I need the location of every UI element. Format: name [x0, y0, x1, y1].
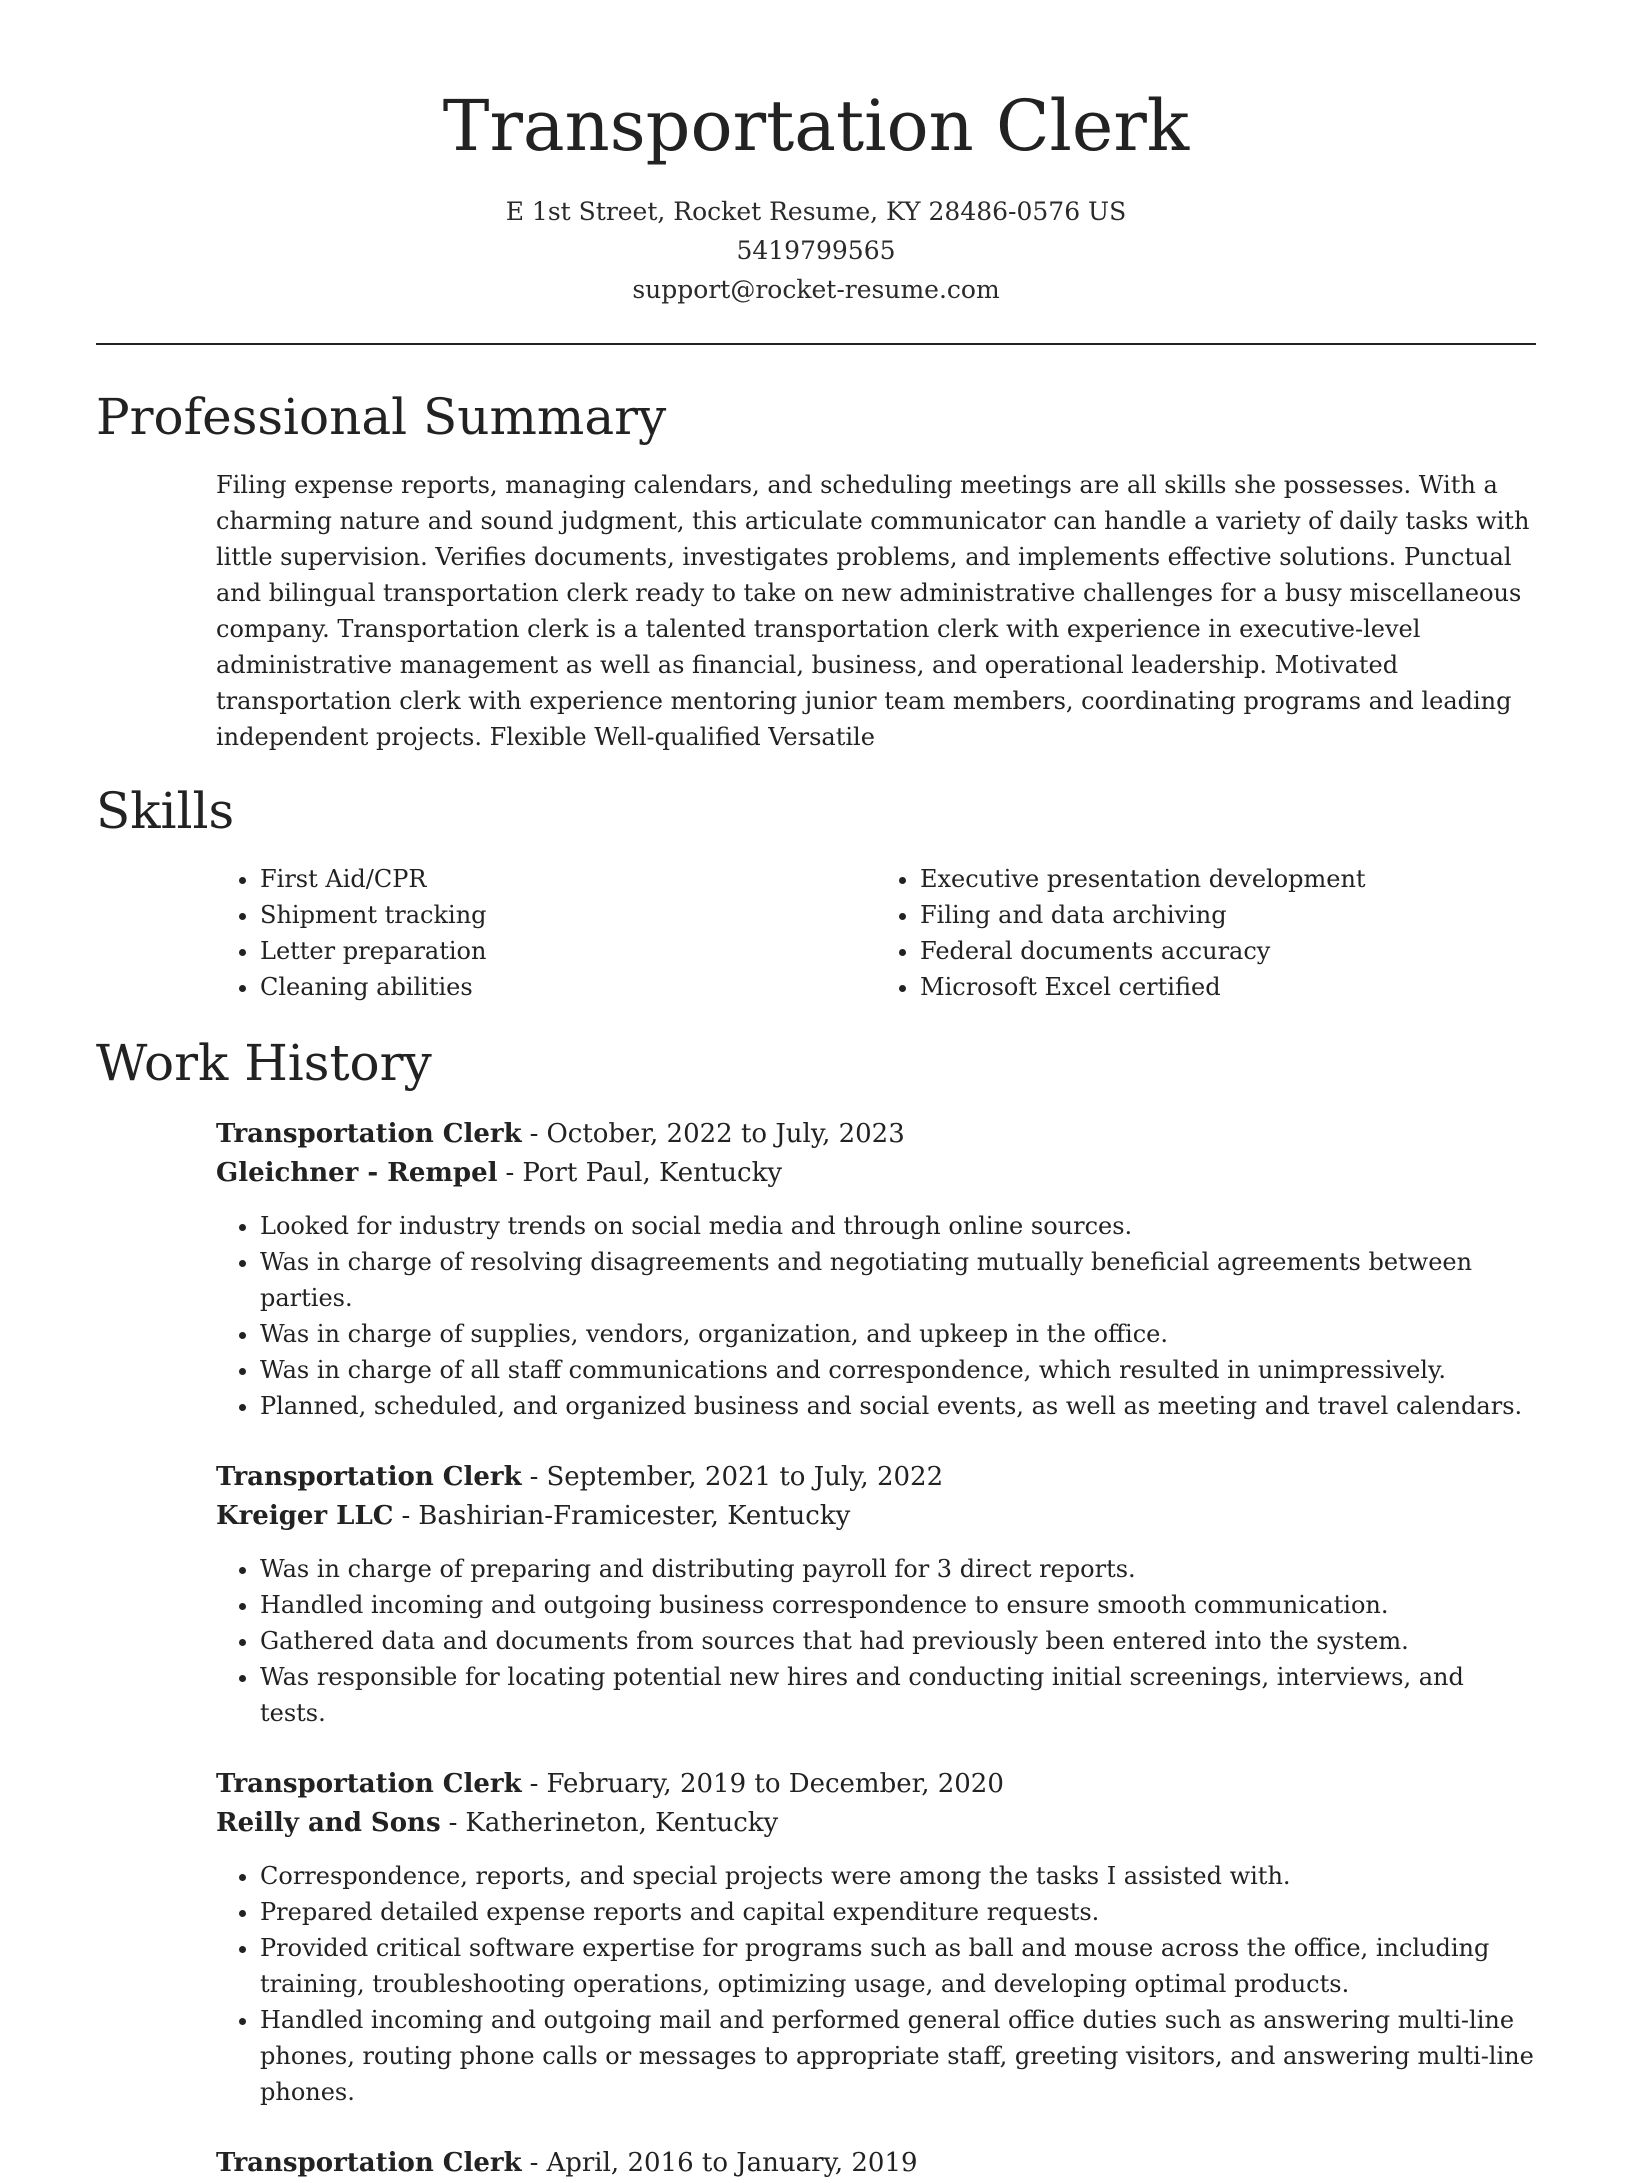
contact-email: support@rocket-resume.com — [632, 275, 1000, 304]
job-role: Transportation Clerk — [216, 1119, 522, 1149]
job-company-line: Reilly and Sons - Katherineton, Kentucky — [216, 1808, 779, 1838]
skills-column-right — [876, 861, 1536, 1005]
job-bullet: • Was in charge of resolving disagreements and negotiating mutually beneficial agreements between parties. — [260, 1244, 1536, 1316]
job-role-line: Transportation Clerk - February, 2019 to December, 2020 — [216, 1769, 1004, 1799]
skill-item: • Shipment tracking — [260, 897, 876, 933]
skill-item: • Filing and data archiving — [920, 897, 1536, 933]
job-company: Kreiger LLC — [216, 1501, 394, 1531]
job-bullet: • Prepared detailed expense reports and capital expenditure requests. — [260, 1894, 1536, 1930]
skill-item: • Cleaning abilities — [260, 969, 876, 1005]
job-company-line: Kreiger LLC - Bashirian-Framicester, Kentucky — [216, 1501, 851, 1531]
skill-item: • Executive presentation development — [920, 861, 1536, 897]
job-dates: September, 2021 to July, 2022 — [546, 1462, 944, 1492]
job-bullets — [216, 1858, 1536, 2110]
job-entry — [216, 1458, 1536, 1731]
job-role: Transportation Clerk — [216, 1462, 522, 1492]
job-bullets — [216, 1208, 1536, 1424]
header-divider — [96, 343, 1536, 345]
skills-column-left — [216, 861, 876, 1005]
work-history-heading: Work History — [96, 1034, 432, 1092]
job-role-line: Transportation Clerk - April, 2016 to January, 2019 — [216, 2148, 918, 2178]
job-bullet: • Handled incoming and outgoing mail and performed general office duties such as answering multi-line phones, routing phone calls or messages to appropriate staff, greeting visitors, and answering multi-line phones. — [260, 2002, 1536, 2110]
job-bullet: • Handled incoming and outgoing business correspondence to ensure smooth communication. — [260, 1587, 1536, 1623]
job-dates: February, 2019 to December, 2020 — [546, 1769, 1004, 1799]
job-location: Port Paul, Kentucky — [522, 1158, 783, 1188]
job-bullet: • Was in charge of supplies, vendors, organization, and upkeep in the office. — [260, 1316, 1536, 1352]
job-entry — [216, 1765, 1536, 2110]
job-location: Bashirian-Framicester, Kentucky — [418, 1501, 851, 1531]
resume-header — [0, 0, 1632, 309]
job-entry — [216, 2144, 1536, 2183]
summary-text: Filing expense reports, managing calendars, and scheduling meetings are all skills she possesses. With a charming nature and sound judgment, this articulate communicator can handle a variety of daily tasks with little supervision. Verifies documents, investigates problems, and implements effective solutions. Punctual and bilingual transportation clerk ready to take on new administrative challenges for a busy miscellaneous company. Transportation clerk is a talented transportation clerk with experience in executive-level administrative management as well as financial, business, and operational leadership. Motivated transportation clerk with experience mentoring junior team members, coordinating programs and leading independent projects. Flexible Well-qualified Versatile — [216, 471, 1530, 751]
skills-list — [216, 861, 1536, 1005]
skills-heading: Skills — [96, 782, 235, 840]
job-company: Reilly and Sons — [216, 1808, 441, 1838]
job-bullets — [216, 1551, 1536, 1731]
job-role-line: Transportation Clerk - September, 2021 to July, 2022 — [216, 1462, 944, 1492]
contact-block — [0, 192, 1632, 309]
resume-name: Transportation Clerk — [442, 85, 1190, 167]
job-bullet: • Was in charge of preparing and distributing payroll for 3 direct reports. — [260, 1551, 1536, 1587]
skill-item: • Letter preparation — [260, 933, 876, 969]
contact-address: E 1st Street, Rocket Resume, KY 28486-0576 US — [505, 197, 1127, 226]
job-bullet: • Planned, scheduled, and organized business and social events, as well as meeting and travel calendars. — [260, 1388, 1536, 1424]
summary-heading: Professional Summary — [96, 388, 667, 446]
job-location: Katherineton, Kentucky — [465, 1808, 779, 1838]
contact-phone: 5419799565 — [736, 236, 896, 265]
job-dates: October, 2022 to July, 2023 — [546, 1119, 905, 1149]
job-bullet: • Looked for industry trends on social media and through online sources. — [260, 1208, 1536, 1244]
job-bullet: • Provided critical software expertise for programs such as ball and mouse across the office, including training, troubleshooting operations, optimizing usage, and developing optimal products. — [260, 1930, 1536, 2002]
skill-item: • Microsoft Excel certified — [920, 969, 1536, 1005]
job-company: Gleichner - Rempel — [216, 1158, 498, 1188]
job-role: Transportation Clerk — [216, 1769, 522, 1799]
job-role: Transportation Clerk — [216, 2148, 522, 2178]
job-bullet: • Was responsible for locating potential new hires and conducting initial screenings, interviews, and tests. — [260, 1659, 1536, 1731]
job-bullet: • Was in charge of all staff communications and correspondence, which resulted in unimpressively. — [260, 1352, 1536, 1388]
skill-item: • Federal documents accuracy — [920, 933, 1536, 969]
job-bullet: • Gathered data and documents from sources that had previously been entered into the system. — [260, 1623, 1536, 1659]
job-dates: April, 2016 to January, 2019 — [546, 2148, 918, 2178]
job-role-line: Transportation Clerk - October, 2022 to July, 2023 — [216, 1119, 905, 1149]
job-company-line: Gleichner - Rempel - Port Paul, Kentucky — [216, 1158, 783, 1188]
job-bullet: • Correspondence, reports, and special projects were among the tasks I assisted with. — [260, 1858, 1536, 1894]
skill-item: • First Aid/CPR — [260, 861, 876, 897]
job-entry — [216, 1115, 1536, 1424]
